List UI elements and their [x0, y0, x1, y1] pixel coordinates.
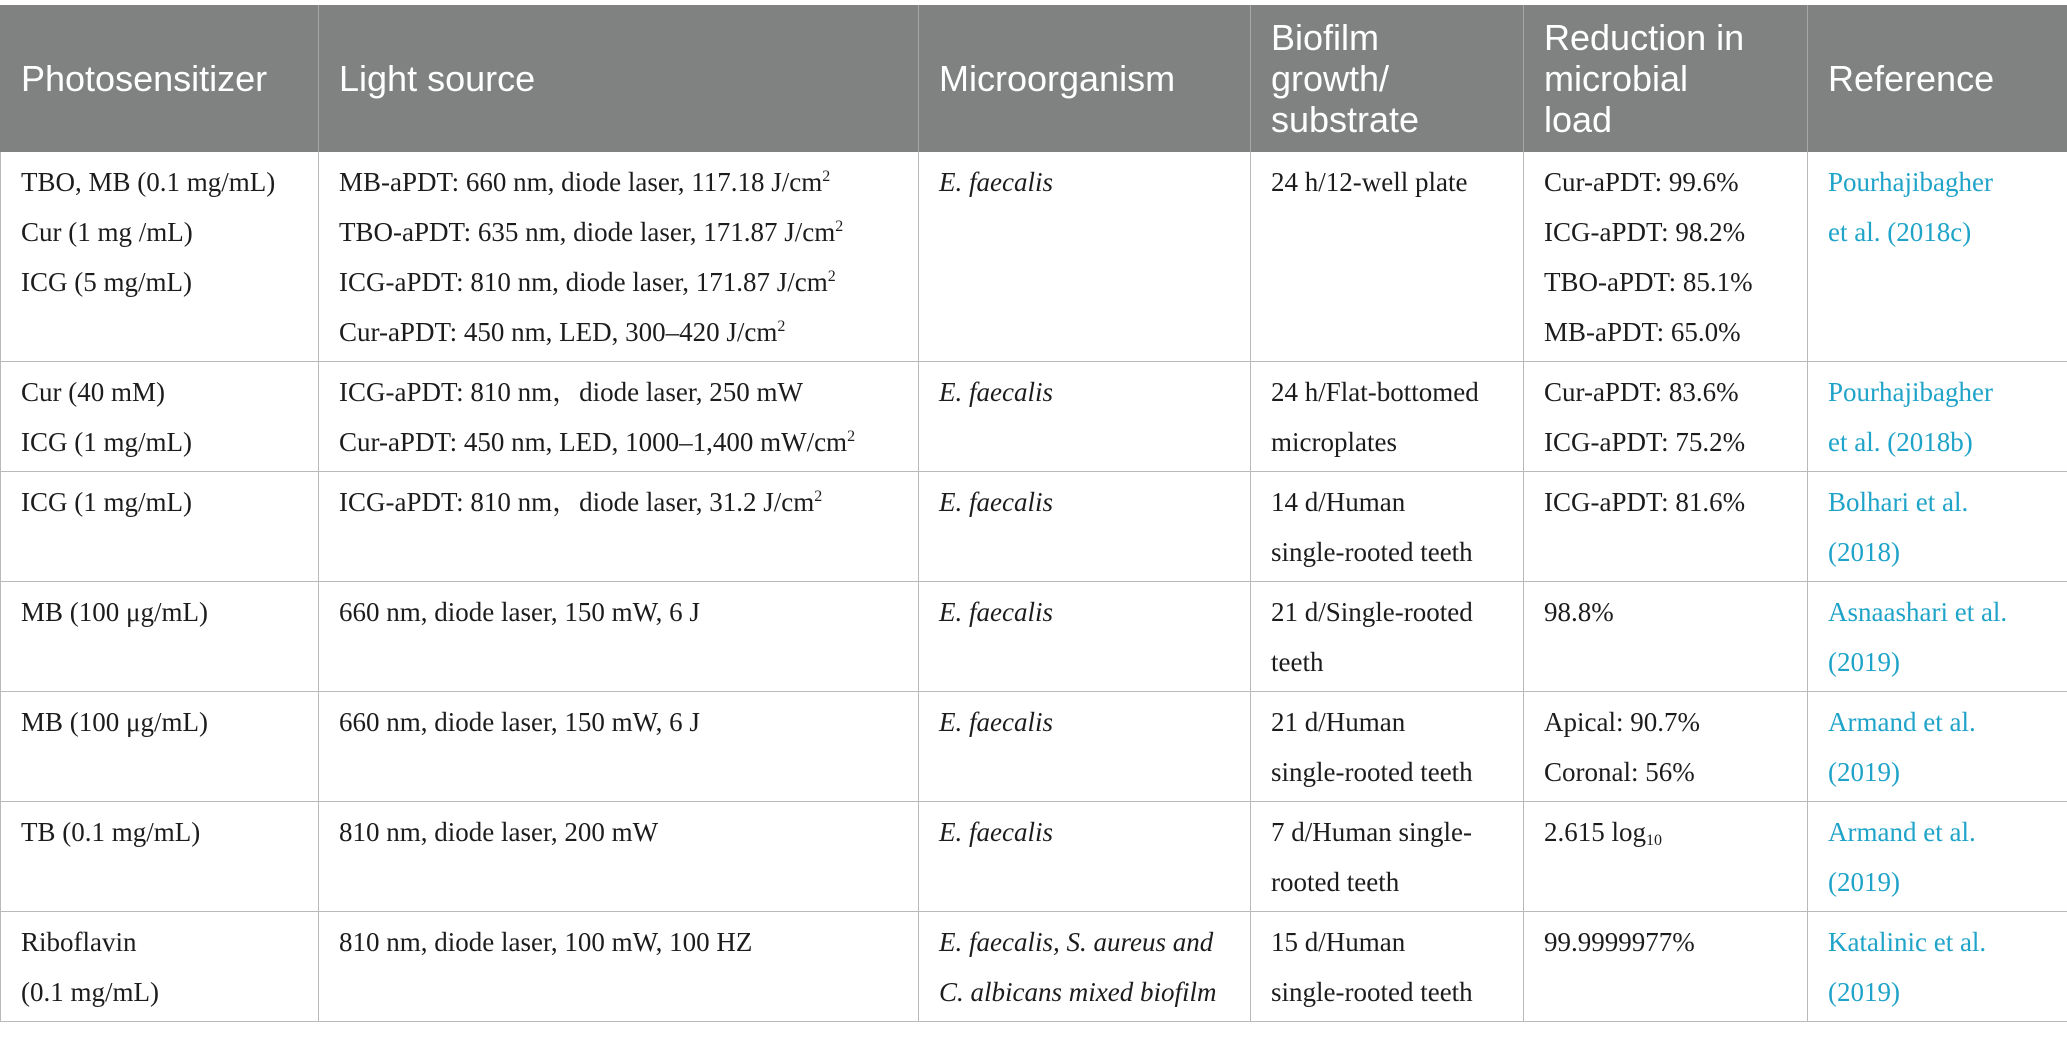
photosensitizer-line — [21, 157, 298, 207]
biofilm-cell — [1251, 362, 1524, 472]
light-source-text: 660 nm, diode laser, 150 mW, 6 J — [339, 707, 700, 737]
biofilm-text: single-rooted teeth — [1271, 757, 1473, 787]
reduction-text: 99.9999977% — [1544, 927, 1695, 957]
biofilm-text: 24 h/12-well plate — [1271, 167, 1468, 197]
microorganism-text: E. faecalis, S. aureus and — [939, 927, 1214, 957]
reference-cell[interactable] — [1808, 472, 2067, 582]
data-table — [0, 5, 2067, 1022]
superscript: 2 — [777, 318, 786, 335]
light-source-cell — [319, 692, 919, 802]
microorganism-text: E. faecalis — [939, 167, 1053, 197]
microorganism-text: E. faecalis — [939, 817, 1053, 847]
biofilm-line — [1271, 967, 1503, 1017]
biofilm-text: single-rooted teeth — [1271, 977, 1473, 1007]
photosensitizer-line — [21, 917, 298, 967]
photosensitizer-line — [21, 257, 298, 307]
reduction-line — [1544, 747, 1787, 797]
photosensitizer-line — [21, 207, 298, 257]
reference-text[interactable]: et al. (2018b) — [1828, 427, 1973, 457]
microorganism-line — [939, 807, 1230, 857]
reduction-cell — [1524, 362, 1808, 472]
light-source-cell — [319, 912, 919, 1022]
light-source-text: 660 nm, diode laser, 150 mW, 6 J — [339, 597, 700, 627]
reference-text[interactable]: (2019) — [1828, 867, 1900, 897]
subscript: 10 — [1646, 832, 1663, 849]
reduction-line — [1544, 587, 1787, 637]
microorganism-text: C. albicans mixed biofilm — [939, 977, 1217, 1007]
biofilm-line — [1271, 747, 1503, 797]
microorganism-cell — [919, 582, 1251, 692]
biofilm-line — [1271, 527, 1503, 577]
reference-text[interactable]: Armand et al. — [1828, 817, 1976, 847]
header-reduction — [1524, 5, 1808, 152]
reduction-line — [1544, 697, 1787, 747]
table-row — [1, 152, 2067, 362]
reduction-line — [1544, 807, 1787, 857]
light-source-line — [339, 417, 898, 467]
biofilm-line — [1271, 417, 1503, 467]
biofilm-line — [1271, 807, 1503, 857]
biofilm-line — [1271, 637, 1503, 687]
light-source-line — [339, 367, 898, 417]
biofilm-line — [1271, 477, 1503, 527]
header-reduction-line: load — [1544, 99, 1613, 140]
reduction-text: Cur-aPDT: 83.6% — [1544, 377, 1739, 407]
light-source-text: 810 nm, diode laser, 100 mW, 100 HZ — [339, 927, 753, 957]
header-biofilm — [1251, 5, 1524, 152]
reference-text[interactable]: Asnaashari et al. — [1828, 597, 2008, 627]
light-source-line — [339, 697, 898, 747]
superscript: 2 — [827, 268, 836, 285]
reduction-line — [1544, 307, 1787, 357]
biofilm-text: 21 d/Single-rooted — [1271, 597, 1473, 627]
photosensitizer-line — [21, 697, 298, 747]
reduction-line — [1544, 367, 1787, 417]
biofilm-text: 14 d/Human — [1271, 487, 1406, 517]
microorganism-line — [939, 917, 1230, 967]
reduction-cell — [1524, 152, 1808, 362]
light-source-text: Cur-aPDT: 450 nm, LED, 300–420 J/cm — [339, 317, 778, 347]
biofilm-text: teeth — [1271, 647, 1324, 677]
biofilm-text: rooted teeth — [1271, 867, 1400, 897]
reference-link[interactable] — [1828, 917, 2047, 967]
superscript: 2 — [822, 168, 831, 185]
reference-cell[interactable] — [1808, 912, 2067, 1022]
reduction-line — [1544, 207, 1787, 257]
light-source-line — [339, 917, 898, 967]
microorganism-cell — [919, 802, 1251, 912]
light-source-line — [339, 307, 898, 357]
microorganism-cell — [919, 692, 1251, 802]
microorganism-text: E. faecalis — [939, 597, 1053, 627]
reference-cell[interactable] — [1808, 692, 2067, 802]
superscript: 2 — [814, 488, 823, 505]
light-source-cell — [319, 362, 919, 472]
reference-link[interactable] — [1828, 587, 2047, 637]
reference-text[interactable]: (2019) — [1828, 757, 1900, 787]
table-row — [1, 802, 2067, 912]
reference-link[interactable] — [1828, 747, 2047, 797]
header-biofilm-line: growth/ — [1271, 58, 1390, 99]
reference-cell[interactable] — [1808, 362, 2067, 472]
reduction-text: ICG-aPDT: 98.2% — [1544, 217, 1746, 247]
reduction-text: 98.8% — [1544, 597, 1614, 627]
biofilm-text: 24 h/Flat-bottomed — [1271, 377, 1479, 407]
header-reduction-line: Reduction in — [1544, 17, 1745, 58]
biofilm-text: 21 d/Human — [1271, 707, 1406, 737]
biofilm-cell — [1251, 802, 1524, 912]
reference-cell[interactable] — [1808, 582, 2067, 692]
reference-cell[interactable] — [1808, 802, 2067, 912]
header-reduction-line: microbial — [1544, 58, 1689, 99]
table-row — [1, 582, 2067, 692]
microorganism-text: E. faecalis — [939, 487, 1053, 517]
reduction-line — [1544, 477, 1787, 527]
microorganism-line — [939, 477, 1230, 527]
biofilm-line — [1271, 157, 1503, 207]
biofilm-text: 15 d/Human — [1271, 927, 1406, 957]
reduction-text: TBO-aPDT: 85.1% — [1544, 267, 1753, 297]
light-source-line — [339, 477, 898, 527]
light-source-text: TBO-aPDT: 635 nm, diode laser, 171.87 J/cm — [339, 217, 836, 247]
superscript: 2 — [835, 218, 844, 235]
biofilm-line — [1271, 917, 1503, 967]
table-header — [1, 5, 2067, 152]
reference-text[interactable]: et al. (2018c) — [1828, 217, 1972, 247]
reduction-text: 2.615 log — [1544, 817, 1647, 847]
reference-link[interactable] — [1828, 527, 2047, 577]
photosensitizer-cell — [1, 692, 319, 802]
photosensitizer-cell — [1, 362, 319, 472]
reference-link[interactable] — [1828, 697, 2047, 747]
microorganism-cell — [919, 152, 1251, 362]
biofilm-cell — [1251, 692, 1524, 802]
reduction-text: Apical: 90.7% — [1544, 707, 1700, 737]
photosensitizer-cell — [1, 582, 319, 692]
reduction-cell — [1524, 692, 1808, 802]
reference-link[interactable] — [1828, 967, 2047, 1017]
photosensitizer-text: MB (100 μg/mL) — [21, 597, 208, 627]
reduction-cell — [1524, 472, 1808, 582]
biofilm-text: microplates — [1271, 427, 1397, 457]
microorganism-text: E. faecalis — [939, 707, 1053, 737]
photosensitizer-cell — [1, 912, 319, 1022]
light-source-line — [339, 157, 898, 207]
light-source-cell — [319, 582, 919, 692]
header-microorganism: Microorganism — [919, 5, 1251, 152]
reduction-cell — [1524, 912, 1808, 1022]
table-row — [1, 912, 2067, 1022]
reference-text[interactable]: Katalinic et al. — [1828, 927, 1987, 957]
light-source-text: Cur-aPDT: 450 nm, LED, 1000–1,400 mW/cm — [339, 427, 848, 457]
reference-link[interactable] — [1828, 367, 2047, 417]
microorganism-line — [939, 157, 1230, 207]
reduction-text: Coronal: 56% — [1544, 757, 1695, 787]
biofilm-cell — [1251, 912, 1524, 1022]
biofilm-text: 7 d/Human single- — [1271, 817, 1472, 847]
reduction-line — [1544, 157, 1787, 207]
reference-text[interactable]: Armand et al. — [1828, 707, 1976, 737]
biofilm-text: single-rooted teeth — [1271, 537, 1473, 567]
photosensitizer-text: Riboflavin — [21, 927, 137, 957]
microorganism-cell — [919, 362, 1251, 472]
photosensitizer-line — [21, 367, 298, 417]
biofilm-cell — [1251, 152, 1524, 362]
biofilm-line — [1271, 857, 1503, 907]
reference-text[interactable]: (2018) — [1828, 537, 1900, 567]
photosensitizer-text: ICG (1 mg/mL) — [21, 427, 192, 457]
reference-cell[interactable] — [1808, 152, 2067, 362]
light-source-line — [339, 257, 898, 307]
reduction-line — [1544, 417, 1787, 467]
photosensitizer-line — [21, 417, 298, 467]
reference-text[interactable]: Pourhajibagher — [1828, 377, 1993, 407]
header-reference: Reference — [1808, 5, 2067, 152]
table-body — [1, 152, 2067, 1022]
light-source-line — [339, 207, 898, 257]
microorganism-cell — [919, 912, 1251, 1022]
biofilm-line — [1271, 587, 1503, 637]
photosensitizer-text: Cur (1 mg /mL) — [21, 217, 193, 247]
light-source-line — [339, 587, 898, 637]
microorganism-text: E. faecalis — [939, 377, 1053, 407]
photosensitizer-text: ICG (5 mg/mL) — [21, 267, 192, 297]
microorganism-line — [939, 587, 1230, 637]
biofilm-line — [1271, 697, 1503, 747]
light-source-text: ICG-aPDT: 810 nm，diode laser, 250 mW — [339, 377, 803, 407]
light-source-text: ICG-aPDT: 810 nm, diode laser, 171.87 J/cm — [339, 267, 828, 297]
photosensitizer-cell — [1, 472, 319, 582]
header-photosensitizer: Photosensitizer — [1, 5, 319, 152]
reference-link[interactable] — [1828, 637, 2047, 687]
reference-text[interactable]: Bolhari et al. — [1828, 487, 1969, 517]
superscript: 2 — [847, 428, 856, 445]
photosensitizer-cell — [1, 802, 319, 912]
light-source-text: MB-aPDT: 660 nm, diode laser, 117.18 J/cm — [339, 167, 823, 197]
reduction-text: ICG-aPDT: 81.6% — [1544, 487, 1746, 517]
reference-link[interactable] — [1828, 157, 2047, 207]
reduction-text: MB-aPDT: 65.0% — [1544, 317, 1741, 347]
light-source-line — [339, 807, 898, 857]
light-source-text: ICG-aPDT: 810 nm，diode laser, 31.2 J/cm — [339, 487, 815, 517]
light-source-cell — [319, 802, 919, 912]
microorganism-line — [939, 697, 1230, 747]
photosensitizer-text: ICG (1 mg/mL) — [21, 487, 192, 517]
photosensitizer-line — [21, 967, 298, 1017]
reduction-line — [1544, 917, 1787, 967]
header-light-source: Light source — [319, 5, 919, 152]
reference-text[interactable]: (2019) — [1828, 977, 1900, 1007]
light-source-text: 810 nm, diode laser, 200 mW — [339, 817, 659, 847]
photosensitizer-cell — [1, 152, 319, 362]
biofilm-cell — [1251, 582, 1524, 692]
biofilm-line — [1271, 367, 1503, 417]
photosensitizer-text: (0.1 mg/mL) — [21, 977, 159, 1007]
table-row — [1, 362, 2067, 472]
reduction-cell — [1524, 582, 1808, 692]
photosensitizer-line — [21, 807, 298, 857]
reference-link[interactable] — [1828, 207, 2047, 257]
table-row — [1, 472, 2067, 582]
reference-link[interactable] — [1828, 477, 2047, 527]
header-biofilm-line: Biofilm — [1271, 17, 1380, 58]
light-source-cell — [319, 472, 919, 582]
biofilm-cell — [1251, 472, 1524, 582]
photosensitizer-line — [21, 587, 298, 637]
reference-link[interactable] — [1828, 417, 2047, 467]
photosensitizer-text: MB (100 μg/mL) — [21, 707, 208, 737]
photosensitizer-text: Cur (40 mM) — [21, 377, 165, 407]
reduction-text: ICG-aPDT: 75.2% — [1544, 427, 1746, 457]
reduction-text: Cur-aPDT: 99.6% — [1544, 167, 1739, 197]
reference-text[interactable]: Pourhajibagher — [1828, 167, 1993, 197]
reduction-line — [1544, 257, 1787, 307]
microorganism-cell — [919, 472, 1251, 582]
table-row — [1, 692, 2067, 802]
photosensitizer-text: TBO, MB (0.1 mg/mL) — [21, 167, 276, 197]
light-source-cell — [319, 152, 919, 362]
reference-link[interactable] — [1828, 807, 2047, 857]
photosensitizer-line — [21, 477, 298, 527]
header-row — [1, 5, 2067, 152]
header-biofilm-line: substrate — [1271, 99, 1420, 140]
microorganism-line — [939, 367, 1230, 417]
reduction-cell — [1524, 802, 1808, 912]
reference-text[interactable]: (2019) — [1828, 647, 1900, 677]
photosensitizer-text: TB (0.1 mg/mL) — [21, 817, 201, 847]
reference-link[interactable] — [1828, 857, 2047, 907]
microorganism-line — [939, 967, 1230, 1017]
